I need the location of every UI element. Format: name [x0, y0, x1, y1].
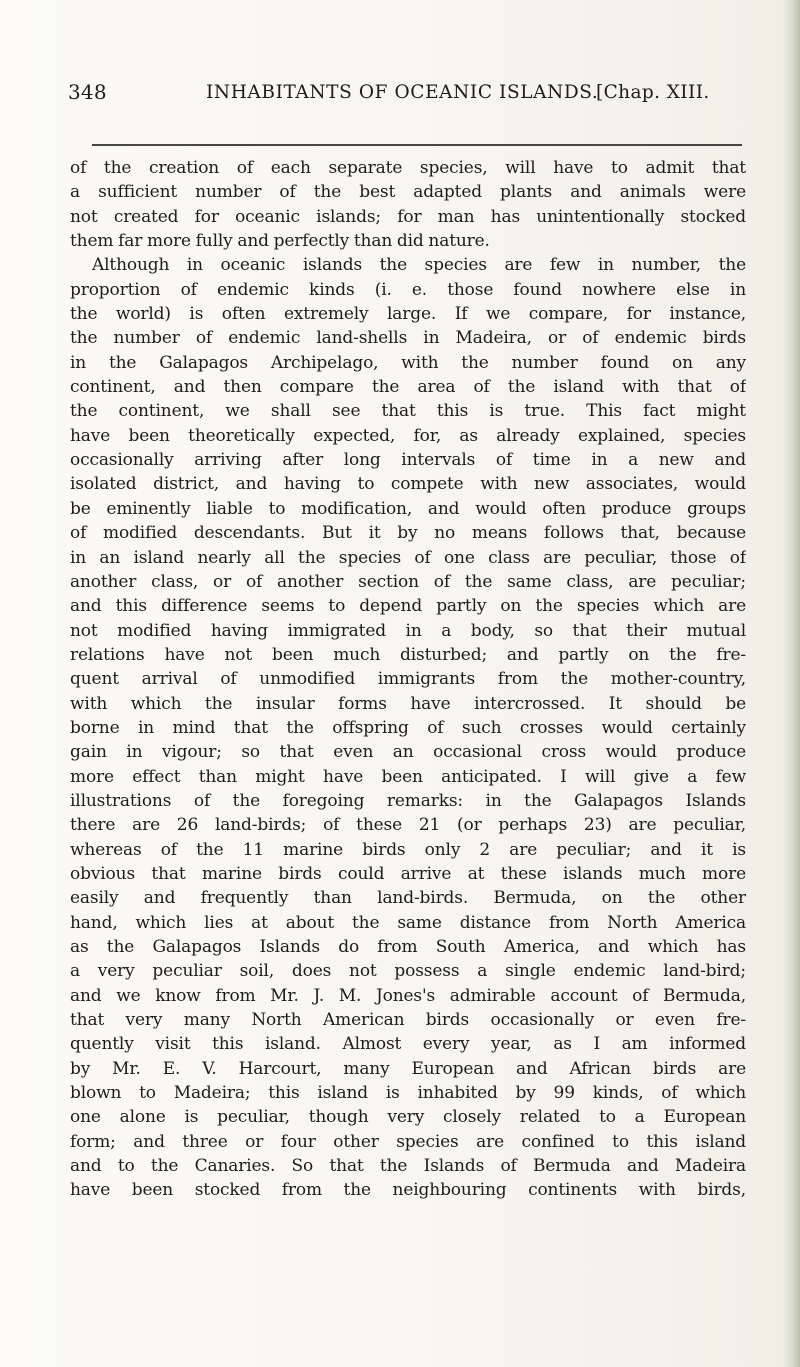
text-line: borne in mind that the offspring of such crosses would certainly	[70, 717, 746, 738]
text-line: illustrations of the foregoing remarks: in the Galapagos Islands	[70, 790, 746, 811]
text-line: hand, which lies at about the same distance from North America	[70, 912, 746, 933]
text-line: relations have not been much disturbed; and partly on the fre-	[70, 644, 746, 665]
text-line: form; and three or four other species are confined to this island	[70, 1131, 746, 1152]
text-line: and we know from Mr. J. M. Jones's admirable account of Bermuda,	[70, 985, 746, 1006]
text-line: them far more fully and perfectly than did nature.	[70, 231, 490, 252]
text-line: gain in vigour; so that even an occasional cross would produce	[70, 742, 746, 763]
text-line: a sufficient number of the best adapted plants and animals were	[70, 182, 746, 203]
text-line: more effect than might have been anticipated. I will give a few	[70, 766, 746, 787]
text-line: of the creation of each separate species, will have to admit that	[70, 158, 746, 178]
text-line: not created for oceanic islands; for man has unintentionally stocked	[70, 206, 746, 227]
text-line: blown to Madeira; this island is inhabited by 99 kinds, of which	[70, 1083, 746, 1104]
text-line: have been theoretically expected, for, as already explained, species	[70, 425, 746, 446]
text-line: isolated district, and having to compete with new associates, would	[70, 474, 746, 495]
text-line: have been stocked from the neighbouring continents with birds,	[70, 1180, 746, 1201]
text-line: not modified having immigrated in a body, so that their mutual	[70, 620, 746, 641]
chapter-label: [Chap. XIII.	[596, 82, 710, 103]
text-line: with which the insular forms have intercrossed. It should be	[70, 693, 746, 714]
text-line: the world) is often extremely large. If we compare, for instance,	[70, 304, 746, 325]
body-text	[70, 156, 746, 1203]
header-rule	[92, 144, 742, 146]
page-edge-shadow	[782, 0, 800, 1367]
text-line: one alone is peculiar, though very closely related to a European	[70, 1107, 746, 1128]
text-line: by Mr. E. V. Harcourt, many European and African birds are	[70, 1058, 746, 1079]
text-line: in the Galapagos Archipelago, with the number found on any	[70, 352, 746, 373]
text-line: as the Galapagos Islands do from South America, and which has	[70, 937, 746, 957]
text-line: another class, or of another section of the same class, are peculiar;	[70, 571, 746, 592]
text-line: there are 26 land-birds; of these 21 (or perhaps 23) are peculiar,	[70, 815, 746, 836]
text-line: of modified descendants. But it by no means follows that, because	[70, 523, 746, 544]
page-number: 348	[68, 80, 107, 104]
text-line: in an island nearly all the species of one class are peculiar, those of	[70, 547, 746, 568]
text-line: easily and frequently than land-birds. Bermuda, on the other	[70, 888, 746, 909]
text-line: whereas of the 11 marine birds only 2 are peculiar; and it is	[70, 839, 746, 860]
text-line: the continent, we shall see that this is true. This fact might	[70, 401, 746, 422]
text-line: proportion of endemic kinds (i. e. those found nowhere else in	[70, 279, 746, 300]
text-line: obvious that marine birds could arrive at these islands much more	[70, 863, 746, 884]
text-line: continent, and then compare the area of the island with that of	[70, 377, 746, 398]
text-line: the number of endemic land-shells in Madeira, or of endemic birds	[70, 328, 746, 349]
text-line: quently visit this island. Almost every year, as I am informed	[70, 1034, 746, 1055]
text-line: Although in oceanic islands the species are few in number, the	[92, 255, 746, 276]
text-line: and this difference seems to depend partly on the species which are	[70, 596, 746, 617]
text-line: quent arrival of unmodified immigrants from the mother-country,	[70, 669, 746, 690]
text-line: a very peculiar soil, does not possess a single endemic land-bird;	[70, 961, 746, 982]
page-header	[68, 74, 768, 108]
running-title: INHABITANTS OF OCEANIC ISLANDS.	[206, 82, 599, 103]
text-line: occasionally arriving after long intervals of time in a new and	[70, 450, 746, 471]
text-line: that very many North American birds occasionally or even fre-	[70, 1010, 746, 1031]
text-line: and to the Canaries. So that the Islands of Bermuda and Madeira	[70, 1156, 746, 1177]
text-line: be eminently liable to modification, and would often produce groups	[70, 498, 746, 519]
